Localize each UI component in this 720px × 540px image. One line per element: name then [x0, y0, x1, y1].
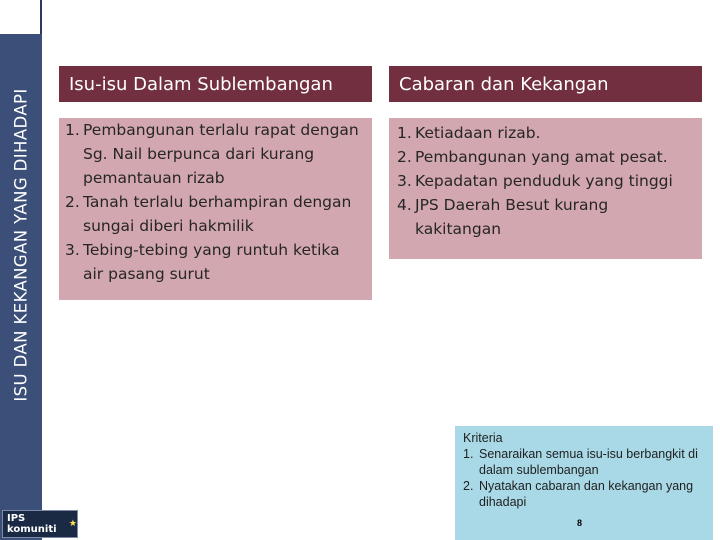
- list-item: 3. Kepadatan penduduk yang tinggi: [397, 172, 673, 190]
- sidebar: [0, 0, 42, 540]
- list-item: 2. Tanah terlalu berhampiran dengan sungai diberi hakmilik: [65, 193, 352, 235]
- logo-text: IPS komuniti: [7, 513, 57, 535]
- sidebar-title: ISU DAN KEKANGAN YANG DIHADAPI: [11, 88, 31, 402]
- challenges-list-box: [389, 118, 702, 259]
- column-header-issues: Isu-isu Dalam Sublembangan: [59, 66, 372, 102]
- list-item: 1. Pembangunan terlalu rapat dengan Sg. Nail berpunca dari kurang pemantauan rizab: [65, 121, 359, 187]
- star-icon: ★: [68, 519, 77, 529]
- criteria-note: [455, 426, 713, 540]
- issues-list: [65, 118, 364, 286]
- list-item: 2. Pembangunan yang amat pesat.: [397, 148, 668, 166]
- logo: [2, 510, 78, 538]
- criteria-title: Kriteria: [463, 431, 503, 445]
- list-item: 1. Senaraikan semua isu-isu berbangkit di dalam sublembangan: [463, 447, 698, 477]
- criteria-list: [463, 446, 705, 510]
- challenges-list: [397, 121, 696, 241]
- list-item: 4. JPS Daerah Besut kurang kakitangan: [397, 196, 609, 238]
- page-number: 8: [577, 518, 583, 528]
- list-item: 1. Ketiadaan rizab.: [397, 124, 541, 142]
- list-item: 2. Nyatakan cabaran dan kekangan yang dihadapi: [463, 479, 694, 509]
- column-header-challenges: Cabaran dan Kekangan: [389, 66, 702, 102]
- list-item: 3. Tebing-tebing yang runtuh ketika air pasang surut: [65, 241, 340, 283]
- sidebar-cap: [0, 0, 42, 34]
- issues-list-box: [59, 118, 372, 300]
